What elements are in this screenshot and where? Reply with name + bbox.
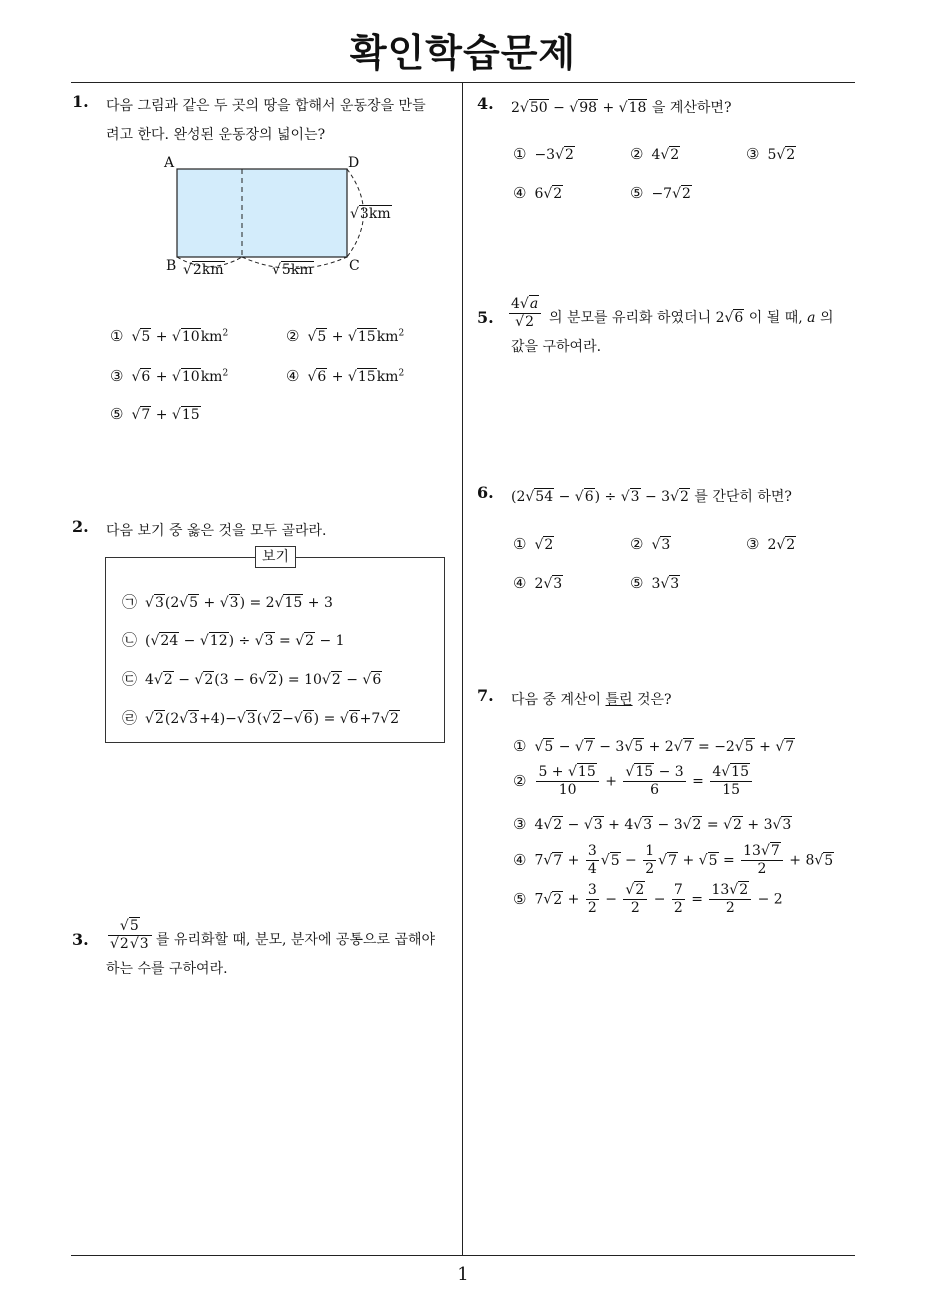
q6-option-3[interactable]: ③ 2√2 <box>746 535 796 553</box>
q4-option-1[interactable]: ① −3√2 <box>513 145 574 163</box>
question-number: 4. <box>477 94 494 113</box>
vertex-label-a: A <box>164 155 175 171</box>
height-label: √3km <box>350 206 391 222</box>
vertex-label-b: B <box>166 258 177 274</box>
page-title: 확인학습문제 <box>349 31 577 75</box>
left-width-label: √2km <box>183 262 224 278</box>
bogi-item-2: ㉡ (√24 − √12) ÷ √3 = √2 − 1 <box>122 631 345 649</box>
bottom-rule <box>71 1255 855 1256</box>
q1-option-2[interactable]: ② $√5 + √15km^2$ <box>286 327 405 345</box>
q7-option-2[interactable]: ② $\frac{5 + √15}{10}$ + $\frac{√15 - 3}{6}$ = $\frac{4√15}{15}$ <box>513 764 754 799</box>
question-text: 2√50 − √98 + √18 을 계산하면? <box>511 100 732 116</box>
q6-option-5[interactable]: ⑤ 3√3 <box>630 574 680 592</box>
question-text: 다음 중 계산이 틀린 것은? <box>511 692 672 708</box>
q1-option-3[interactable]: ③ $√6 + √10km^2$ <box>110 367 229 385</box>
question-number: 3. <box>72 930 89 949</box>
column-divider <box>462 83 463 1255</box>
question-number: 6. <box>477 483 494 502</box>
question-3-fraction: $\frac{√5}{√2√3}$ <box>106 918 154 953</box>
q7-option-4[interactable]: ④ 7√7 + $\frac{3}{4}$ √5 − $\frac{1}{2}$ √7 + √5 = $\frac{13√7}{2}$ + 8√5 <box>513 843 834 877</box>
q1-option-1[interactable]: ① $√5 + √10km^2$ <box>110 327 229 345</box>
q7-option-3[interactable]: ③ 4√2 − √3 + 4√3 − 3√2 = √2 + 3√3 <box>513 815 792 833</box>
question-text: 의 분모를 유리화 하였더니 2√6 이 될 때, a 의 <box>549 310 834 326</box>
question-text: (2√54 − √6) ÷ √3 − 3√2 를 간단히 하면? <box>511 489 792 505</box>
top-rule <box>71 82 855 83</box>
q1-option-4[interactable]: ④ $√6 + √15km^2$ <box>286 367 405 385</box>
q4-option-2[interactable]: ② 4√2 <box>630 145 680 163</box>
question-number: 5. <box>477 308 494 327</box>
bogi-label: 보기 <box>255 546 296 568</box>
page-number: 1 <box>457 1264 469 1285</box>
question-text: 다음 보기 중 옳은 것을 모두 골라라. <box>106 523 327 539</box>
q6-option-1[interactable]: ① √2 <box>513 535 554 553</box>
question-number: 2. <box>72 517 89 536</box>
question-5-fraction: $\frac{4√a}{√2}$ <box>507 296 543 331</box>
bogi-item-1: ㉠ √3(2√5 + √3) = 2√15 + 3 <box>122 593 333 611</box>
q4-option-4[interactable]: ④ 6√2 <box>513 184 563 202</box>
q6-option-2[interactable]: ② √3 <box>630 535 671 553</box>
vertex-label-d: D <box>348 155 360 171</box>
question-number: 1. <box>72 92 89 111</box>
q6-option-4[interactable]: ④ 2√3 <box>513 574 563 592</box>
q7-option-1[interactable]: ① √5 − √7 − 3√5 + 2√7 = −2√5 + √7 <box>513 737 795 755</box>
question-number: 7. <box>477 686 494 705</box>
question-text: 다음 그림과 같은 두 곳의 땅을 합해서 운동장을 만들 려고 한다. 완성된 운동장의 넓이는? <box>106 98 426 143</box>
vertex-label-c: C <box>349 258 360 274</box>
q1-option-5[interactable]: ⑤ √7 + √15 <box>110 405 200 423</box>
q4-option-5[interactable]: ⑤ −7√2 <box>630 184 691 202</box>
bogi-item-3: ㉢ 4√2 − √2(3 − 6√2) = 10√2 − √6 <box>122 670 382 688</box>
field-rectangle <box>177 169 347 257</box>
bogi-item-4: ㉣ √2(2√3+4)−√3(√2−√6) = √6+7√2 <box>122 709 400 727</box>
q4-option-3[interactable]: ③ 5√2 <box>746 145 796 163</box>
right-width-label: √5km <box>272 262 313 278</box>
q7-option-5[interactable]: ⑤ 7√2 + $\frac{3}{2}$ − $\frac{√2}{2}$ − $\frac{7}{2}$ = $\frac{13√2}{2}$ − 2 <box>513 882 783 916</box>
